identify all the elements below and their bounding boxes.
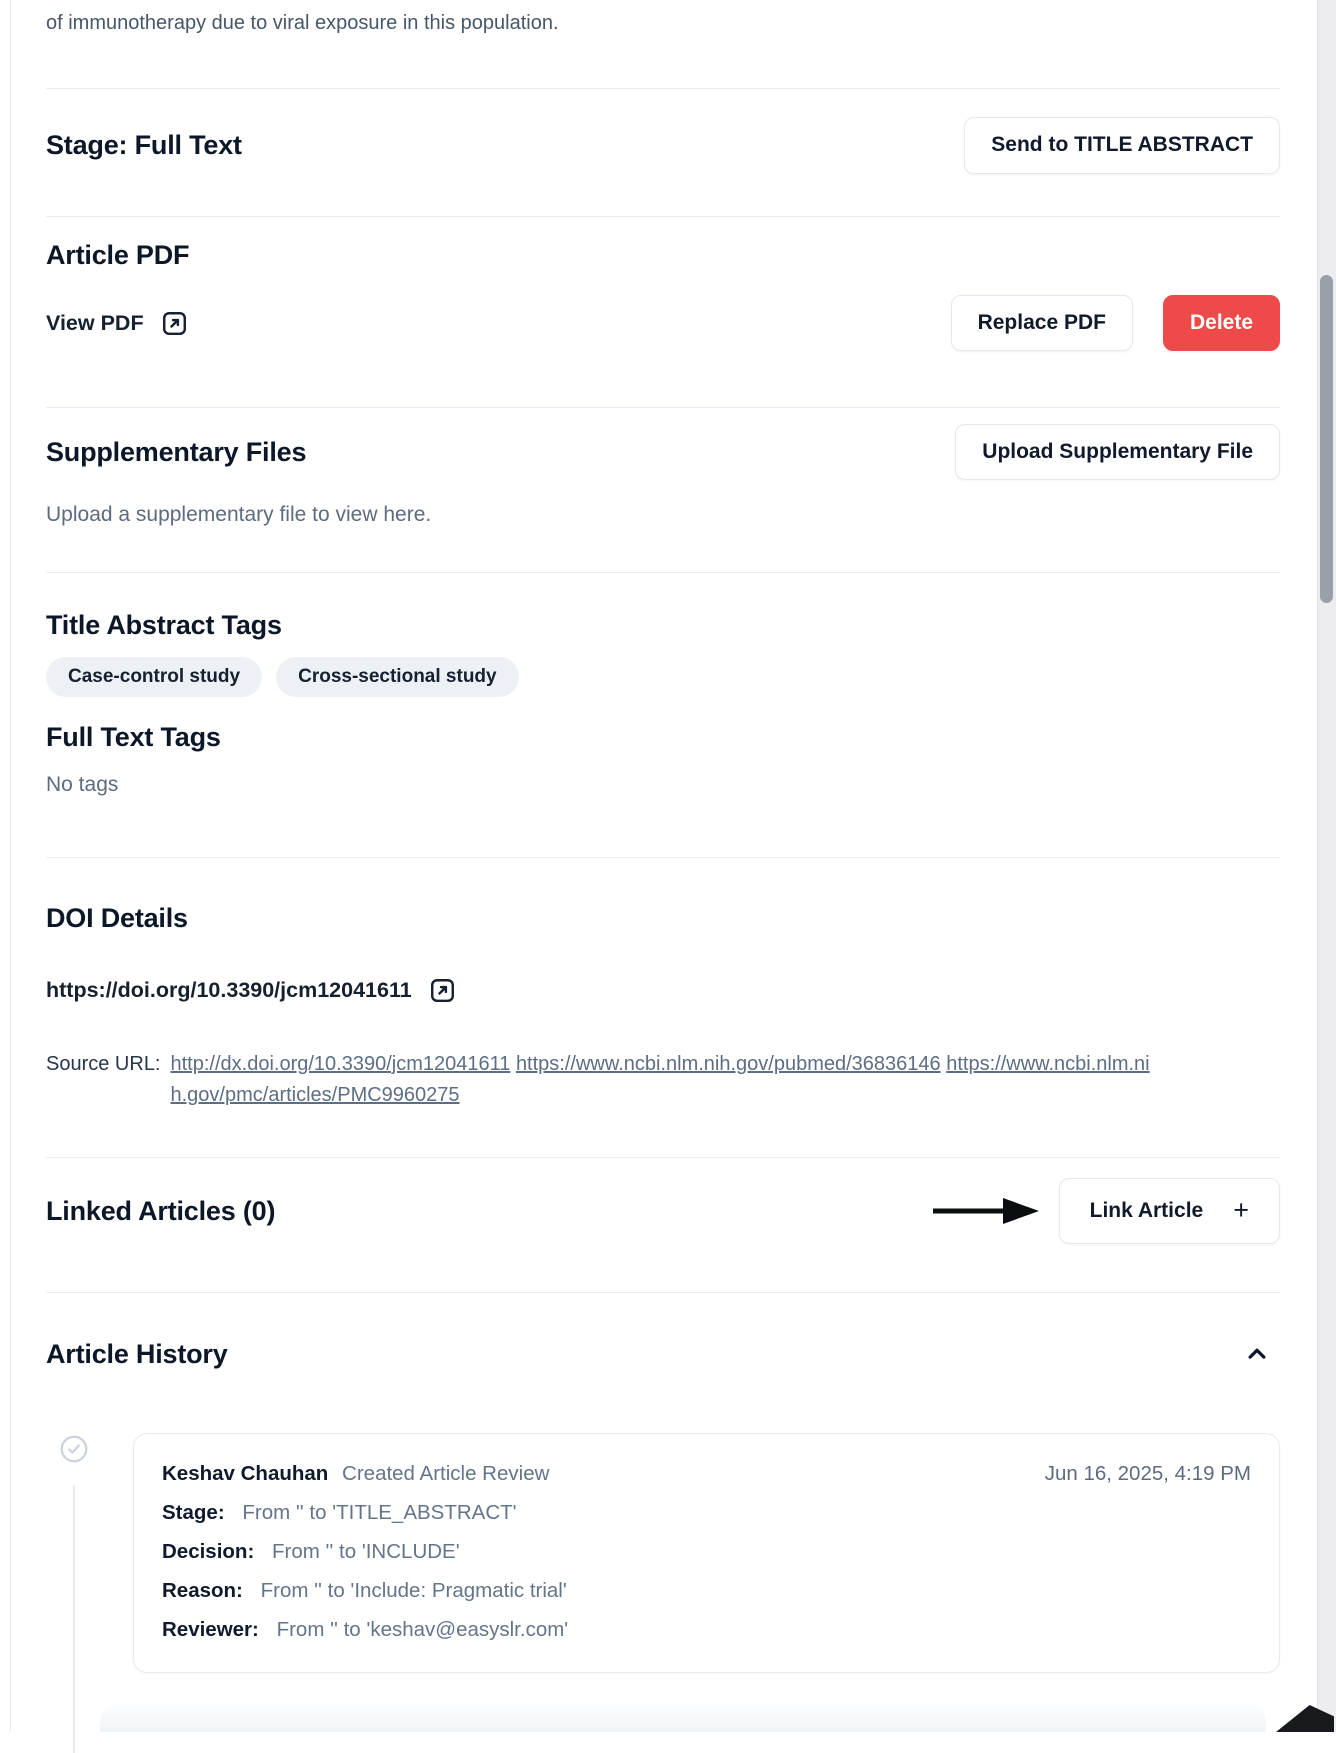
history-card bbox=[133, 1433, 1280, 1673]
stage-section bbox=[46, 116, 1280, 174]
change-value: From '' to 'INCLUDE' bbox=[271, 1540, 460, 1563]
divider bbox=[46, 407, 1280, 408]
plus-icon: + bbox=[1233, 1194, 1249, 1225]
full-text-tags-empty: No tags bbox=[46, 773, 119, 796]
upload-supplementary-file-button[interactable]: Upload Supplementary File bbox=[955, 424, 1280, 480]
title-abstract-tags-heading: Title Abstract Tags bbox=[46, 610, 282, 640]
change-label: Reason: bbox=[162, 1579, 243, 1602]
history-entry-title bbox=[162, 1462, 549, 1486]
divider bbox=[46, 1292, 1280, 1293]
delete-pdf-button[interactable]: Delete bbox=[1163, 295, 1280, 351]
linked-articles-heading: Linked Articles (0) bbox=[46, 1196, 276, 1226]
timeline-rail bbox=[73, 1485, 75, 1753]
history-timestamp: Jun 16, 2025, 4:19 PM bbox=[1044, 1462, 1251, 1485]
history-change-row bbox=[162, 1501, 1251, 1525]
tags-section bbox=[46, 609, 1280, 797]
source-url-label: Source URL: bbox=[46, 1053, 161, 1075]
change-label: Decision: bbox=[162, 1540, 255, 1563]
doi-external-link-button[interactable] bbox=[428, 976, 457, 1005]
stage-heading: Stage: Full Text bbox=[46, 130, 242, 160]
send-to-title-abstract-button[interactable]: Send to TITLE ABSTRACT bbox=[964, 117, 1280, 174]
chevron-up-icon bbox=[1242, 1339, 1272, 1369]
tag-pill: Cross-sectional study bbox=[276, 657, 519, 697]
link-article-button[interactable] bbox=[1059, 1178, 1280, 1244]
supplementary-files-section bbox=[46, 424, 1280, 528]
history-change-row bbox=[162, 1579, 1251, 1603]
replace-pdf-button[interactable]: Replace PDF bbox=[951, 295, 1133, 351]
history-author: Keshav Chauhan bbox=[162, 1462, 329, 1485]
external-link-icon bbox=[428, 976, 457, 1005]
change-value: From '' to 'keshav@easyslr.com' bbox=[276, 1618, 569, 1641]
source-url-link[interactable]: https://www.ncbi.nlm.nih.gov/pubmed/36836146 bbox=[515, 1053, 941, 1075]
divider bbox=[46, 216, 1280, 217]
abstract-text-tail: of immunotherapy due to viral exposure in this population. bbox=[46, 12, 559, 34]
article-history-section bbox=[46, 1337, 1280, 1673]
collapse-history-button[interactable] bbox=[1242, 1339, 1280, 1369]
divider bbox=[46, 572, 1280, 573]
change-value: From '' to 'TITLE_ABSTRACT' bbox=[242, 1501, 517, 1524]
change-value: From '' to 'Include: Pragmatic trial' bbox=[260, 1579, 567, 1602]
article-pdf-heading: Article PDF bbox=[46, 240, 190, 270]
divider bbox=[46, 88, 1280, 89]
check-circle-icon bbox=[58, 1433, 90, 1465]
scrollbar-track[interactable] bbox=[1317, 0, 1336, 1732]
history-action: Created Article Review bbox=[342, 1462, 550, 1485]
article-history-heading: Article History bbox=[46, 1339, 228, 1369]
doi-details-heading: DOI Details bbox=[46, 903, 188, 933]
change-label: Stage: bbox=[162, 1501, 225, 1524]
view-pdf-link[interactable] bbox=[46, 309, 189, 338]
doi-details-section bbox=[46, 902, 1280, 1111]
supplementary-empty-text: Upload a supplementary file to view here. bbox=[46, 503, 432, 526]
source-url-link[interactable]: https://www.ncbi.nlm.nih.gov/pmc/articles/PMC9960275 bbox=[170, 1053, 1150, 1106]
linked-articles-section bbox=[46, 1178, 1280, 1244]
history-change-row bbox=[162, 1618, 1251, 1642]
source-url-row bbox=[46, 1049, 1280, 1111]
source-url-links bbox=[171, 1049, 1161, 1111]
view-pdf-label: View PDF bbox=[46, 310, 144, 335]
next-card-peek bbox=[100, 1704, 1266, 1732]
annotation-arrow-icon bbox=[931, 1196, 1043, 1226]
tag-pill: Case-control study bbox=[46, 657, 262, 697]
divider bbox=[46, 1157, 1280, 1158]
history-entry bbox=[46, 1433, 1280, 1673]
source-url-link[interactable]: http://dx.doi.org/10.3390/jcm12041611 bbox=[170, 1053, 511, 1075]
change-label: Reviewer: bbox=[162, 1618, 259, 1641]
external-link-icon bbox=[160, 309, 189, 338]
panel-left-border bbox=[10, 0, 11, 1732]
link-article-label: Link Article bbox=[1089, 1199, 1204, 1222]
title-abstract-tags-list bbox=[46, 657, 1280, 697]
full-text-tags-heading: Full Text Tags bbox=[46, 722, 221, 752]
divider bbox=[46, 857, 1280, 858]
supplementary-files-heading: Supplementary Files bbox=[46, 437, 307, 467]
article-pdf-section bbox=[46, 239, 1280, 351]
article-details-panel bbox=[46, 0, 1280, 1673]
history-change-row bbox=[162, 1540, 1251, 1564]
scrollbar-thumb[interactable] bbox=[1320, 275, 1333, 603]
doi-link[interactable]: https://doi.org/10.3390/jcm12041611 bbox=[46, 978, 412, 1002]
